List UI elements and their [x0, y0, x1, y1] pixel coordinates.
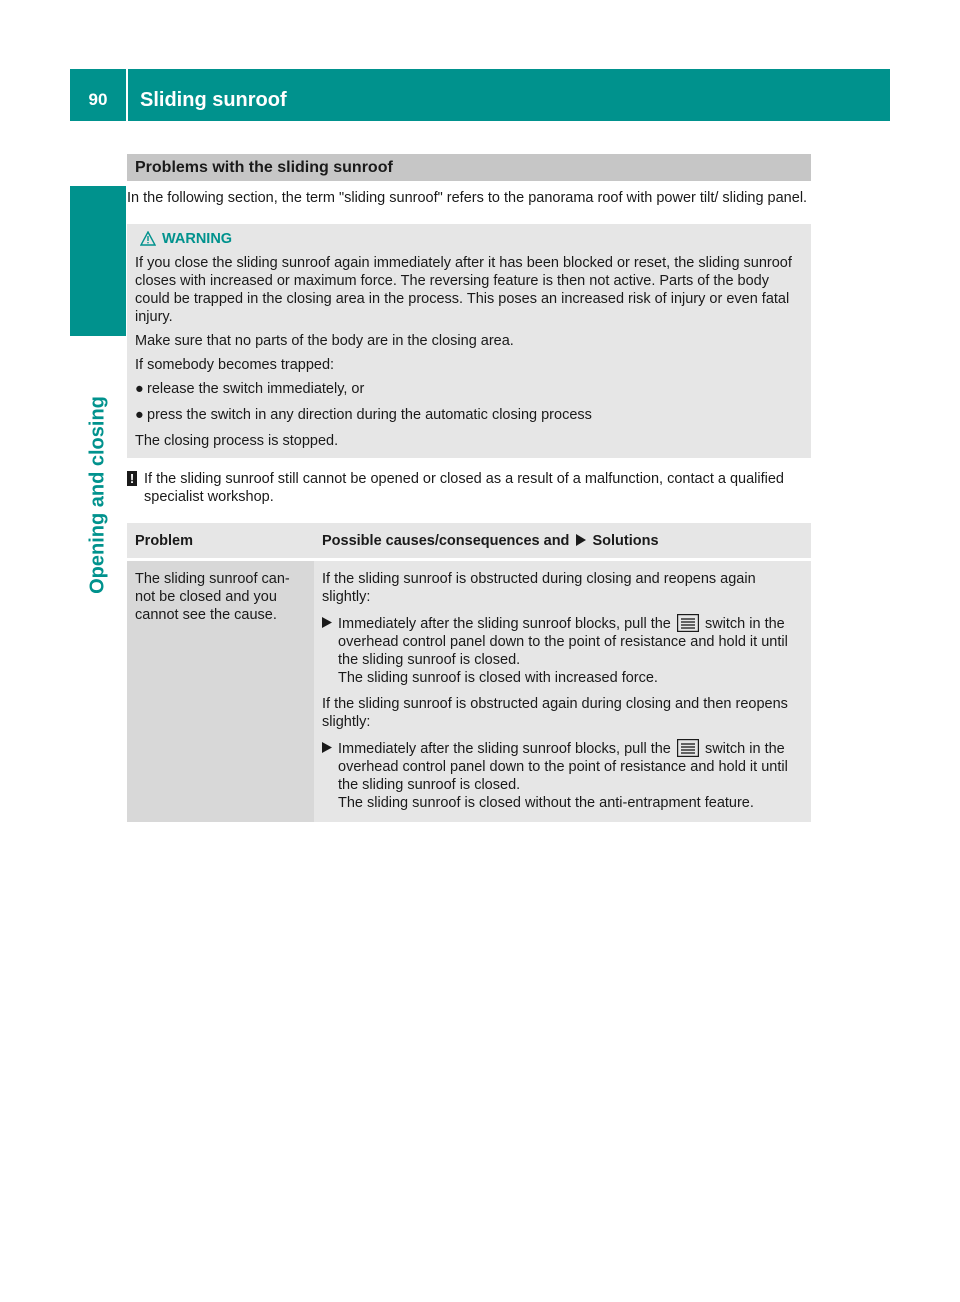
solution-cell: [314, 560, 811, 823]
list-item-text: release the switch immediately, or: [147, 381, 365, 397]
section-title: Problems with the sliding sunroof: [127, 154, 811, 181]
warning-triangle-icon: [140, 231, 156, 246]
list-item: [135, 380, 803, 398]
step-result: The sliding sunroof is closed with increased force.: [338, 670, 658, 686]
header-title: Sliding sunroof: [140, 89, 287, 111]
step-text: switch in the overhead control panel down to the point of resistance and hold it until the sliding sunroof is closed.: [338, 741, 788, 793]
note-text: If the sliding sunroof still cannot be opened or closed as a result of a malfunction, contact a qualified specialist workshop.: [144, 471, 784, 505]
solution-arrow-icon: [575, 534, 586, 546]
warning-heading: [140, 230, 803, 248]
solution-step: [322, 739, 803, 812]
table-row: [127, 560, 811, 823]
warning-bullet-list: [135, 380, 803, 424]
section-intro: In the following section, the term "sliding sunroof" refers to the panorama roof with power tilt/ sliding panel.: [127, 190, 808, 206]
step-text: switch in the overhead control panel down to the point of resistance and hold it until the sliding sunroof is closed.: [338, 616, 788, 668]
sunroof-switch-icon: [677, 614, 699, 632]
chapter-label: Opening and closing: [86, 396, 109, 594]
column-header-solutions-prefix: Possible causes/consequences and: [322, 533, 570, 549]
warning-closing: The closing process is stopped.: [135, 433, 339, 449]
action-arrow-icon: [322, 742, 332, 753]
bullet-icon: ●: [135, 381, 144, 397]
header-divider: [126, 69, 128, 121]
cause-text: If the sliding sunroof is obstructed again during closing and then reopens slightly:: [322, 696, 788, 730]
step-text: Immediately after the sliding sunroof blocks, pull the: [338, 741, 671, 757]
page-header: [70, 69, 890, 121]
chapter-marker: [70, 186, 126, 336]
exclamation-icon: !: [127, 471, 137, 486]
warning-trapped-intro: If somebody becomes trapped:: [135, 357, 335, 373]
action-arrow-icon: [322, 617, 332, 628]
warning-instruction: Make sure that no parts of the body are in the closing area.: [135, 333, 514, 349]
step-text: Immediately after the sliding sunroof blocks, pull the: [338, 616, 671, 632]
page-content: [127, 154, 811, 822]
problem-cell: The sliding sunroof can-not be closed and you cannot see the cause.: [127, 560, 314, 823]
column-header-solutions: [314, 523, 811, 560]
solution-step: [322, 614, 803, 687]
sunroof-switch-icon: [677, 739, 699, 757]
page-number: 90: [88, 90, 108, 109]
warning-label: WARNING: [162, 231, 233, 247]
warning-paragraph: If you close the sliding sunroof again immediately after it has been blocked or reset, the sliding sunroof closes with increased or maximum force. The reversing feature is then not active. Parts of the body could be trapped in the closing area in the process. This poses an increased risk of injury or even fatal injury.: [135, 255, 792, 325]
list-item: [135, 406, 803, 424]
note: [127, 470, 811, 506]
list-item-text: press the switch in any direction during the automatic closing process: [147, 407, 592, 423]
table-header-row: [127, 523, 811, 560]
troubleshooting-table: [127, 523, 811, 822]
column-header-problem: Problem: [127, 523, 314, 560]
column-header-solutions-suffix: Solutions: [592, 533, 659, 549]
bullet-icon: ●: [135, 407, 144, 423]
step-result: The sliding sunroof is closed without the anti-entrapment feature.: [338, 795, 754, 811]
cause-text: If the sliding sunroof is obstructed during closing and reopens again slightly:: [322, 571, 756, 605]
warning-box: [127, 224, 811, 458]
